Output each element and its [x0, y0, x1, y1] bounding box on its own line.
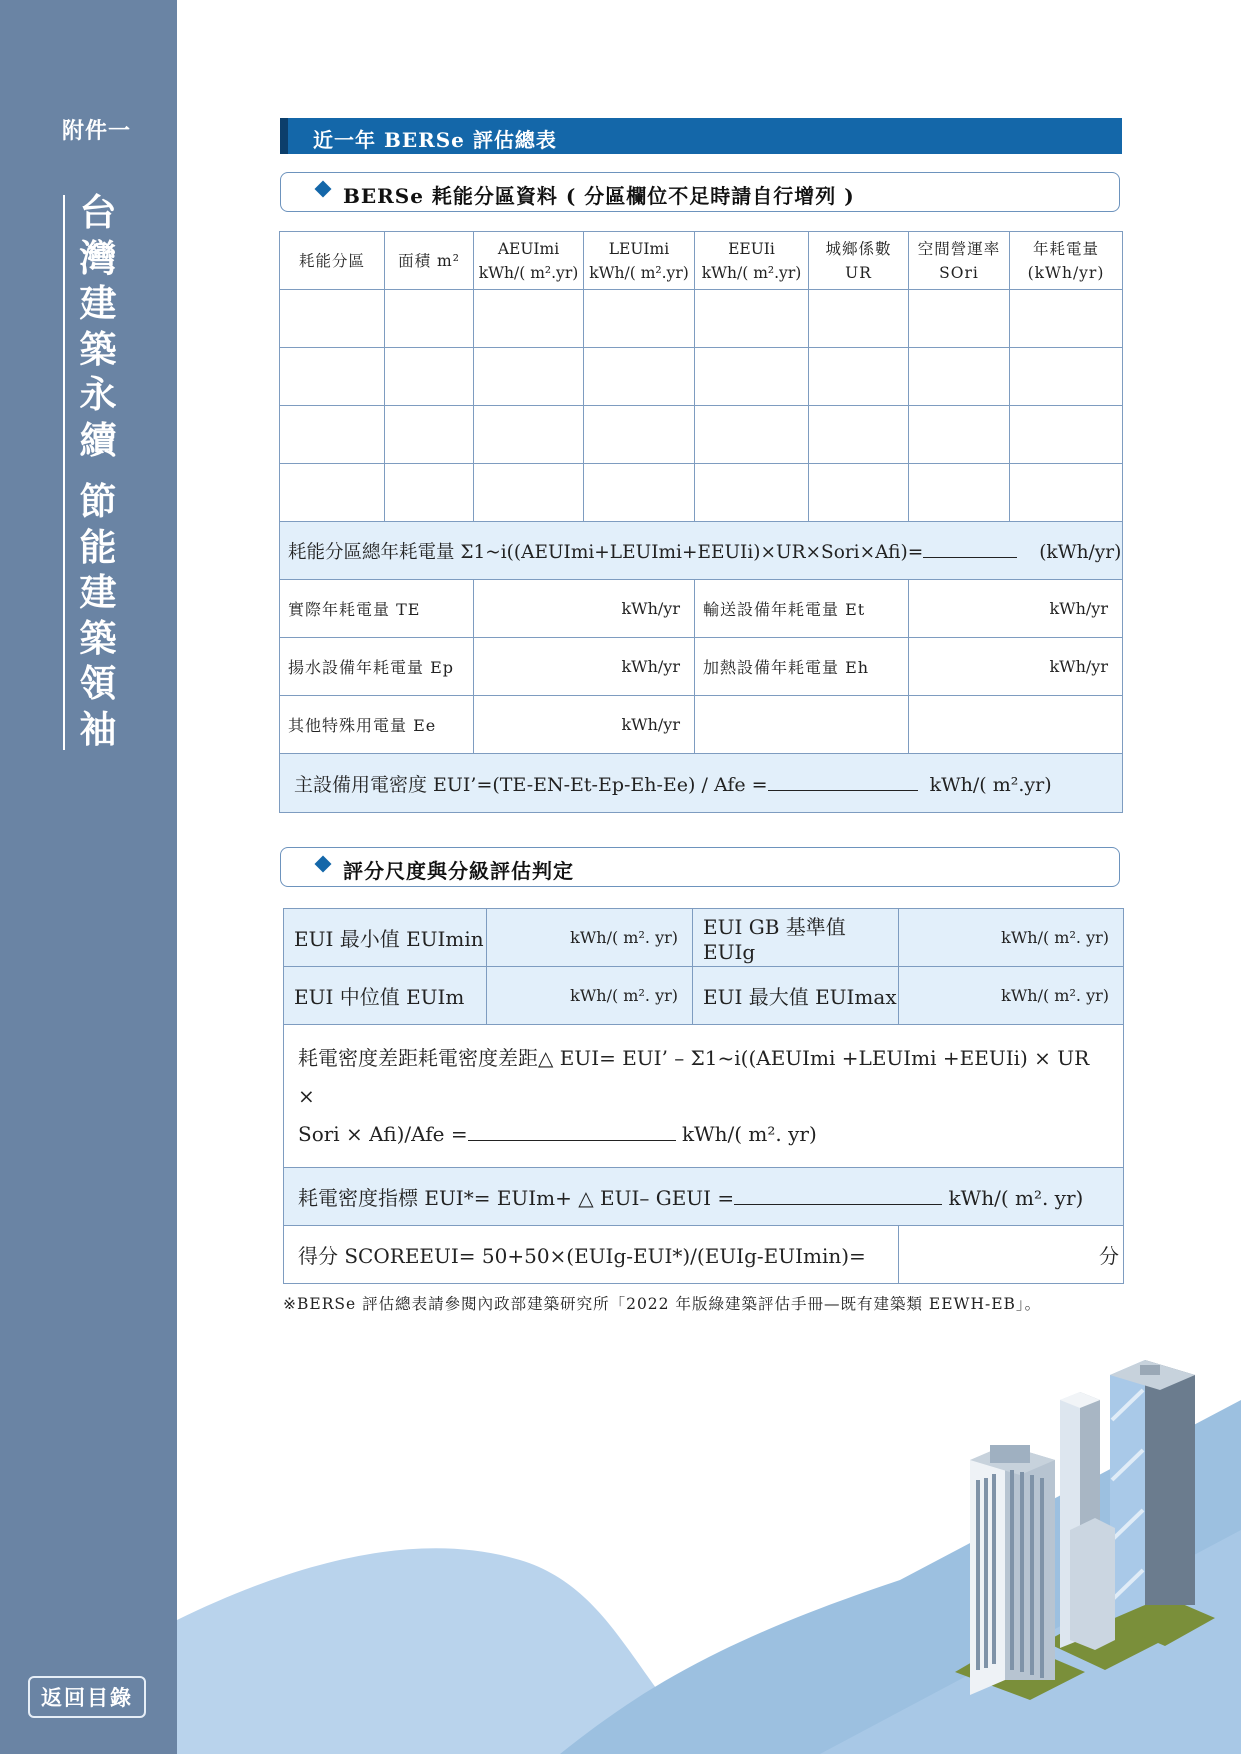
eh-value[interactable]: kWh/yr	[909, 638, 1123, 696]
table-cell[interactable]	[280, 290, 385, 348]
delta-eui-blank[interactable]	[468, 1126, 676, 1141]
ee-row	[280, 696, 1123, 754]
delta-eui-formula: 耗電密度差距耗電密度差距△ EUI= EUI’ – Σ1~i((AEUImi +LEUImi +EEUIi) × UR × Sori × Afi)/Afe = kWh/( m². yr)	[284, 1025, 1124, 1168]
eui-min-value[interactable]: kWh/( m². yr)	[487, 909, 693, 967]
table-cell[interactable]	[695, 290, 809, 348]
score-value[interactable]: 分	[899, 1226, 1124, 1284]
eui-index-formula: 耗電密度指標 EUI*= EUIm+ △ EUI– GEUI = kWh/( m². yr)	[284, 1168, 1124, 1226]
table-cell[interactable]	[909, 464, 1010, 522]
table-cell[interactable]	[909, 348, 1010, 406]
eui-median-label: EUI 中位值 EUIm	[284, 967, 487, 1025]
table-cell[interactable]	[909, 406, 1010, 464]
ep-value[interactable]: kWh/yr	[474, 638, 695, 696]
eui-prime-row	[280, 754, 1123, 813]
eui-index-row	[284, 1168, 1124, 1226]
score-formula: 得分 SCOREEUI= 50+50×(EUIg-EUI*)/(EUIg-EUImin)=	[284, 1226, 899, 1284]
min-gb-row	[284, 909, 1124, 967]
table-cell[interactable]	[1010, 406, 1123, 464]
zone-data-table	[279, 231, 1123, 813]
diamond-bullet-icon	[315, 181, 332, 198]
table-cell[interactable]	[474, 464, 584, 522]
ee-label: 其他特殊用電量 Ee	[280, 696, 474, 754]
sidebar-divider	[63, 195, 65, 750]
back-to-contents-button[interactable]: 返回目錄	[28, 1676, 146, 1718]
footnote: ※BERSe 評估總表請參閱內政部建築研究所「2022 年版綠建築評估手冊—既有建築類 EEWH-EB」。	[283, 1295, 1042, 1313]
section-title: 近一年 BERSe 評估總表	[313, 128, 557, 152]
median-max-row	[284, 967, 1124, 1025]
delta-eui-row	[284, 1025, 1124, 1168]
table-cell	[909, 696, 1123, 754]
eui-median-value[interactable]: kWh/( m². yr)	[487, 967, 693, 1025]
table-cell[interactable]	[474, 406, 584, 464]
table-cell[interactable]	[385, 464, 474, 522]
score-heading	[280, 847, 1120, 887]
sidebar-title-part2: 節能建築領袖	[79, 479, 117, 751]
table-cell[interactable]	[1010, 348, 1123, 406]
table-cell[interactable]	[474, 290, 584, 348]
sidebar-title-part1: 台灣建築永續	[79, 190, 117, 462]
zone-table-row	[280, 406, 1123, 464]
et-value[interactable]: kWh/yr	[909, 580, 1123, 638]
header-zone: 耗能分區	[280, 232, 385, 290]
eh-label: 加熱設備年耗電量 Eh	[695, 638, 909, 696]
table-cell[interactable]	[584, 464, 695, 522]
sidebar	[0, 0, 177, 1754]
section-title-bar	[280, 118, 1122, 154]
eui-prime-formula: 主設備用電密度 EUI’=(TE-EN-Et-Ep-Eh-Ee) / Afe = kWh/( m².yr)	[280, 754, 1123, 813]
table-cell[interactable]	[385, 290, 474, 348]
zone-table-row	[280, 464, 1123, 522]
table-cell[interactable]	[584, 348, 695, 406]
table-cell[interactable]	[584, 290, 695, 348]
table-cell[interactable]	[809, 464, 909, 522]
city-buildings-illustration	[950, 1350, 1230, 1700]
eui-max-value[interactable]: kWh/( m². yr)	[899, 967, 1124, 1025]
header-sori: 空間營運率 SOri	[909, 232, 1010, 290]
table-cell[interactable]	[1010, 464, 1123, 522]
header-eeuii: EEUIi kWh/( m².yr)	[695, 232, 809, 290]
et-label: 輸送設備年耗電量 Et	[695, 580, 909, 638]
score-table	[283, 908, 1124, 1284]
table-cell[interactable]	[280, 406, 385, 464]
table-cell[interactable]	[695, 464, 809, 522]
zone-table-header-row	[280, 232, 1123, 290]
diamond-bullet-icon	[315, 856, 332, 873]
table-cell[interactable]	[809, 348, 909, 406]
table-cell[interactable]	[474, 348, 584, 406]
te-et-row	[280, 580, 1123, 638]
te-value[interactable]: kWh/yr	[474, 580, 695, 638]
header-aeuimi: AEUImi kWh/( m².yr)	[474, 232, 584, 290]
table-cell[interactable]	[280, 348, 385, 406]
header-leuimi: LEUImi kWh/( m².yr)	[584, 232, 695, 290]
table-cell	[695, 696, 909, 754]
header-area: 面積 m²	[385, 232, 474, 290]
eui-gb-value[interactable]: kWh/( m². yr)	[899, 909, 1124, 967]
zone-table-row	[280, 348, 1123, 406]
total-consumption-row	[280, 522, 1123, 580]
annex-label: 附件一	[62, 118, 132, 144]
zone-data-heading-text: BERSe 耗能分區資料 ( 分區欄位不足時請自行增列 )	[343, 184, 855, 208]
eui-index-blank[interactable]	[734, 1190, 942, 1205]
eui-prime-blank[interactable]	[768, 776, 918, 791]
table-cell[interactable]	[385, 348, 474, 406]
zone-table-row	[280, 290, 1123, 348]
eui-gb-label: EUI GB 基準值 EUIg	[693, 909, 899, 967]
table-cell[interactable]	[385, 406, 474, 464]
table-cell[interactable]	[1010, 290, 1123, 348]
header-ur: 城鄉係數 UR	[809, 232, 909, 290]
total-consumption-formula: 耗能分區總年耗電量 Σ1~i((AEUImi+LEUImi+EEUIi)×UR×Sori×Afi)= (kWh/yr)	[280, 522, 1123, 580]
eui-max-label: EUI 最大值 EUImax	[693, 967, 899, 1025]
table-cell[interactable]	[809, 406, 909, 464]
ee-value[interactable]: kWh/yr	[474, 696, 695, 754]
sidebar-vertical-title	[72, 190, 124, 752]
table-cell[interactable]	[809, 290, 909, 348]
total-blank[interactable]	[923, 543, 1017, 558]
ep-label: 揚水設備年耗電量 Ep	[280, 638, 474, 696]
table-cell[interactable]	[909, 290, 1010, 348]
table-cell[interactable]	[695, 406, 809, 464]
table-cell[interactable]	[280, 464, 385, 522]
eui-min-label: EUI 最小值 EUImin	[284, 909, 487, 967]
te-label: 實際年耗電量 TE	[280, 580, 474, 638]
table-cell[interactable]	[584, 406, 695, 464]
table-cell[interactable]	[695, 348, 809, 406]
score-heading-text: 評分尺度與分級評估判定	[343, 859, 574, 883]
header-annual-consumption: 年耗電量 (kWh/yr)	[1010, 232, 1123, 290]
zone-data-heading	[280, 172, 1120, 212]
ep-eh-row	[280, 638, 1123, 696]
score-row	[284, 1226, 1124, 1284]
